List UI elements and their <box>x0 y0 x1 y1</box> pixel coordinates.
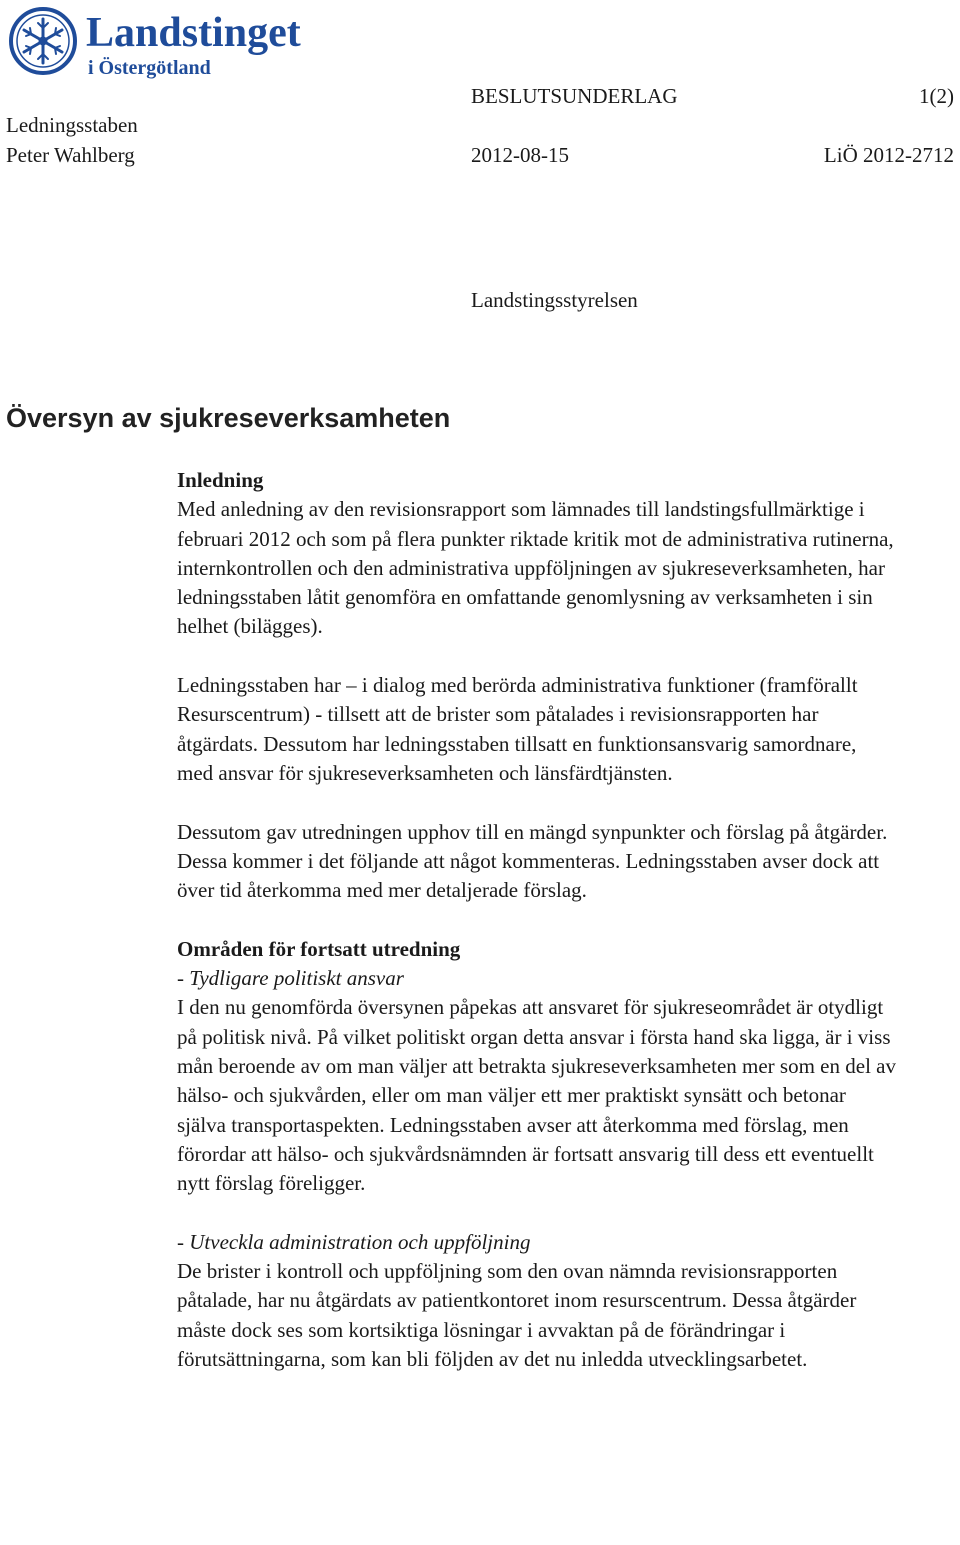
snowflake-emblem-icon <box>11 9 75 73</box>
subheading-administration: - Utveckla administration och uppföljning <box>177 1229 531 1254</box>
political-responsibility-paragraph: I den nu genomförda översynen påpekas att ansvaret för sjukreseområdet är otydligt på politisk nivå. På vilket politiskt organ detta ansvar i första hand ska ligga, är i viss mån beroende av om man väljer att betrakta sjukreseverksamheten mer som en del av hälso- och sjukvården, eller om man väljer ett mer praktiskt synsätt och betonar själva transportaspekten. Ledningsstaben avser att återkomma med förslag, men förordar att hälso- och sjukvårdsnämnden är fortsatt ansvarig till dess ett eventuellt nytt förslag föreligger. <box>177 995 896 1196</box>
section-heading-further: Områden för fortsatt utredning <box>177 936 461 961</box>
logo-name-text: Landstinget <box>86 10 301 56</box>
document-body <box>177 466 897 1374</box>
administration-paragraph: De brister i kontroll och uppföljning som den ovan nämnda revisionsrapporten påtalade, har nu åtgärdats av patientkontoret inom resurscentrum. Dessa åtgärder måste dock ses som kortsiktiga lösningar i avvaktan på de förändringar i förutsättningarna, som kan bli följden av det nu inledda utvecklingsarbetet. <box>177 1259 857 1371</box>
recipient: Landstingsstyrelsen <box>471 288 638 312</box>
document-title: Översyn av sjukreseverksamheten <box>6 403 451 433</box>
section-heading-intro: Inledning <box>177 468 264 492</box>
subheading-political-responsibility: - Tydligare politiskt ansvar <box>177 966 404 991</box>
intro-paragraph-2: Ledningsstaben har – i dialog med berörda administrativa funktioner (framförallt Resurscentrum) - tillsett att de brister som påtalades i revisionsrapporten har åtgärdats. Dessutom har ledningsstaben tillsatt en funktionsansvarig samordnare, med ansvar för sjukreseverksamheten och länsfärdtjänsten. <box>177 673 858 785</box>
sender-name: Peter Wahlberg <box>6 143 135 167</box>
logo-subname-text: i Östergötland <box>88 57 211 79</box>
page-number: 1(2) <box>919 84 954 108</box>
document-date: 2012-08-15 <box>471 143 569 167</box>
document-reference: LiÖ 2012-2712 <box>823 143 954 167</box>
sender-department: Ledningsstaben <box>6 113 138 137</box>
landstinget-logo <box>6 4 326 80</box>
intro-paragraph-1: Med anledning av den revisionsrapport som lämnades till landstingsfullmärktige i februari 2012 och som på flera punkter riktade kritik mot de administrativa rutinerna, internkontrollen och den administrativa uppföljningen av sjukreseverksamheten, har ledningsstaben låtit genomföra en omfattande genomlysning av verksamheten i sin helhet (bilägges). <box>177 497 894 639</box>
document-type: BESLUTSUNDERLAG <box>471 84 678 108</box>
intro-paragraph-3: Dessutom gav utredningen upphov till en mängd synpunkter och förslag på åtgärder. Dessa kommer i det följande att något kommenteras. Ledningsstaben avser dock att över tid återkomma med mer detaljerade förslag. <box>177 819 888 903</box>
